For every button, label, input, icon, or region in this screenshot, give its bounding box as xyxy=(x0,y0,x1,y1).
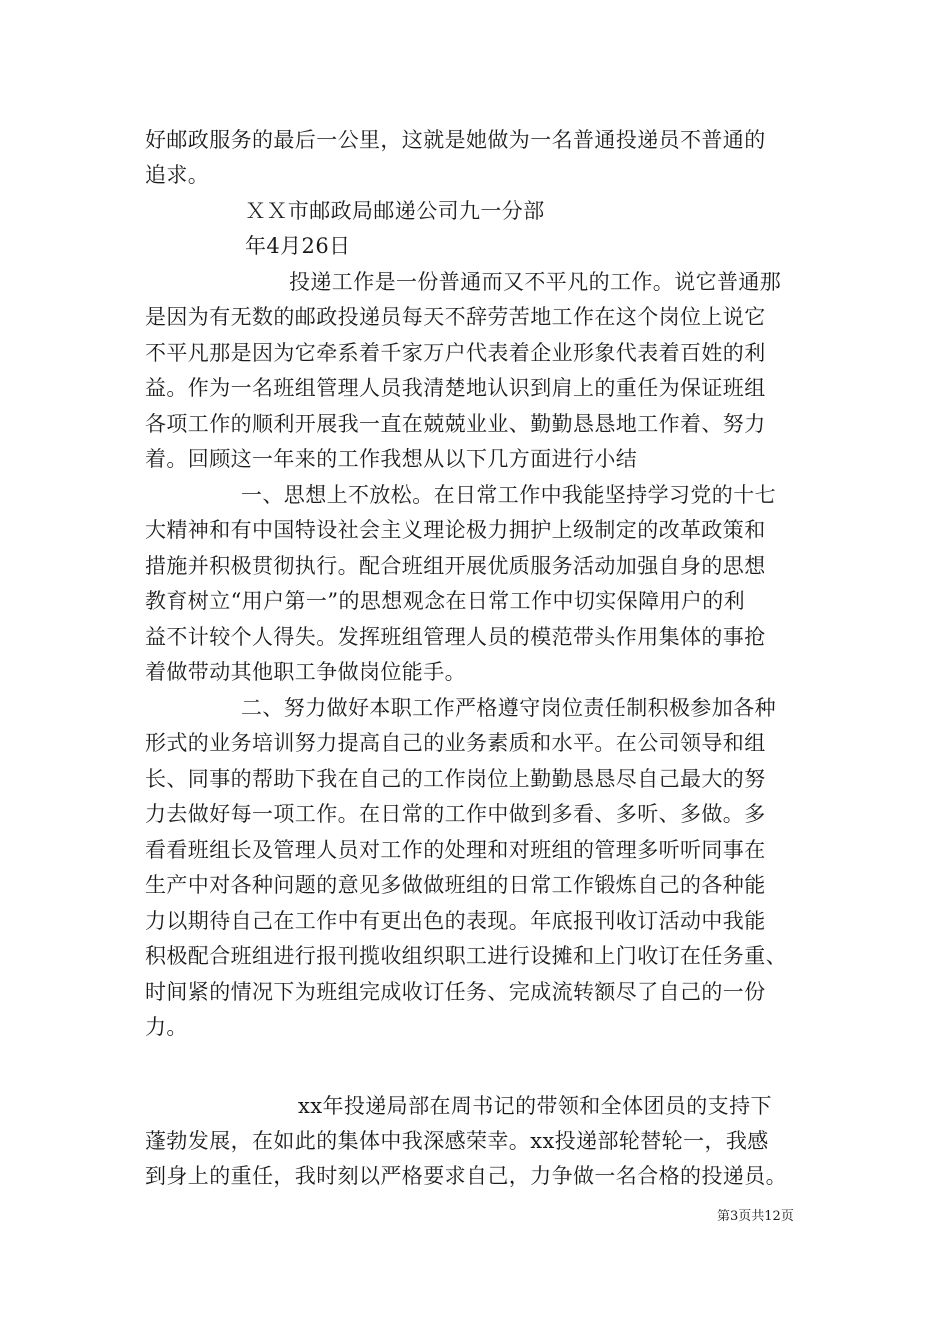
page-number-footer: 第3页共12页 xyxy=(717,1209,794,1224)
text-line: 不平凡那是因为它牵系着千家万户代表着企业形象代表着百姓的利 xyxy=(145,341,766,365)
text-line: 二、努力做好本职工作严格遵守岗位责任制积极参加各种 xyxy=(241,696,776,720)
text-line: 益不计较个人得失。发挥班组管理人员的模范带头作用集体的事抢 xyxy=(145,625,766,649)
text-line: 各项工作的顺利开展我一直在兢兢业业、勤勤恳恳地工作着、努力 xyxy=(145,412,766,436)
text-line: 生产中对各种问题的意见多做做班组的日常工作锻炼自己的各种能 xyxy=(145,873,766,897)
text-line: 着。回顾这一年来的工作我想从以下几方面进行小结 xyxy=(145,447,638,471)
text-line: 一、思想上不放松。在日常工作中我能坚持学习党的十七 xyxy=(241,483,776,507)
text-line: 好邮政服务的最后一公里，这就是她做为一名普通投递员不普通的 xyxy=(145,128,766,152)
text-line: 到身上的重任，我时刻以严格要求自己，力争做一名合格的投递员。 xyxy=(145,1164,787,1188)
text-line: 力以期待自己在工作中有更出色的表现。年底报刊收订活动中我能 xyxy=(145,909,766,933)
text-line: 力。 xyxy=(145,1015,188,1039)
text-line: 是因为有无数的邮政投递员每天不辞劳苦地工作在这个岗位上说它 xyxy=(145,305,766,329)
text-line: 教育树立“用户第一”的思想观念在日常工作中切实保障用户的利 xyxy=(145,589,746,613)
text-line: 措施并积极贯彻执行。配合班组开展优质服务活动加强自身的思想 xyxy=(145,554,766,578)
text-line: 投递工作是一份普通而又不平凡的工作。说它普通那 xyxy=(289,270,782,294)
text-line: 看看班组长及管理人员对工作的处理和对班组的管理多听听同事在 xyxy=(145,838,766,862)
text-line: 着做带动其他职工争做岗位能手。 xyxy=(145,660,466,684)
text-line: 长、同事的帮助下我在自己的工作岗位上勤勤恳恳尽自己最大的努 xyxy=(145,767,766,791)
text-line: 追求。 xyxy=(145,163,210,187)
signature-date: 年4月26日 xyxy=(245,234,351,258)
text-line: 大精神和有中国特设社会主义理论极力拥护上级制定的改革政策和 xyxy=(145,518,766,542)
text-line: 力去做好每一项工作。在日常的工作中做到多看、多听、多做。多 xyxy=(145,802,766,826)
signature-organization: ＸＸ市邮政局邮递公司九一分部 xyxy=(245,199,545,223)
text-line: 蓬勃发展，在如此的集体中我深感荣幸。xx投递部轮替轮一，我感 xyxy=(145,1129,769,1153)
text-line: 益。作为一名班组管理人员我清楚地认识到肩上的重任为保证班组 xyxy=(145,376,766,400)
text-line: 积极配合班组进行报刊揽收组织职工进行设摊和上门收订在任务重、 xyxy=(145,944,787,968)
text-line: xx年投递局部在周书记的带领和全体团员的支持下 xyxy=(298,1094,772,1118)
text-line: 时间紧的情况下为班组完成收订任务、完成流转额尽了自己的一份 xyxy=(145,980,766,1004)
text-line: 形式的业务培训努力提高自己的业务素质和水平。在公司领导和组 xyxy=(145,731,766,755)
